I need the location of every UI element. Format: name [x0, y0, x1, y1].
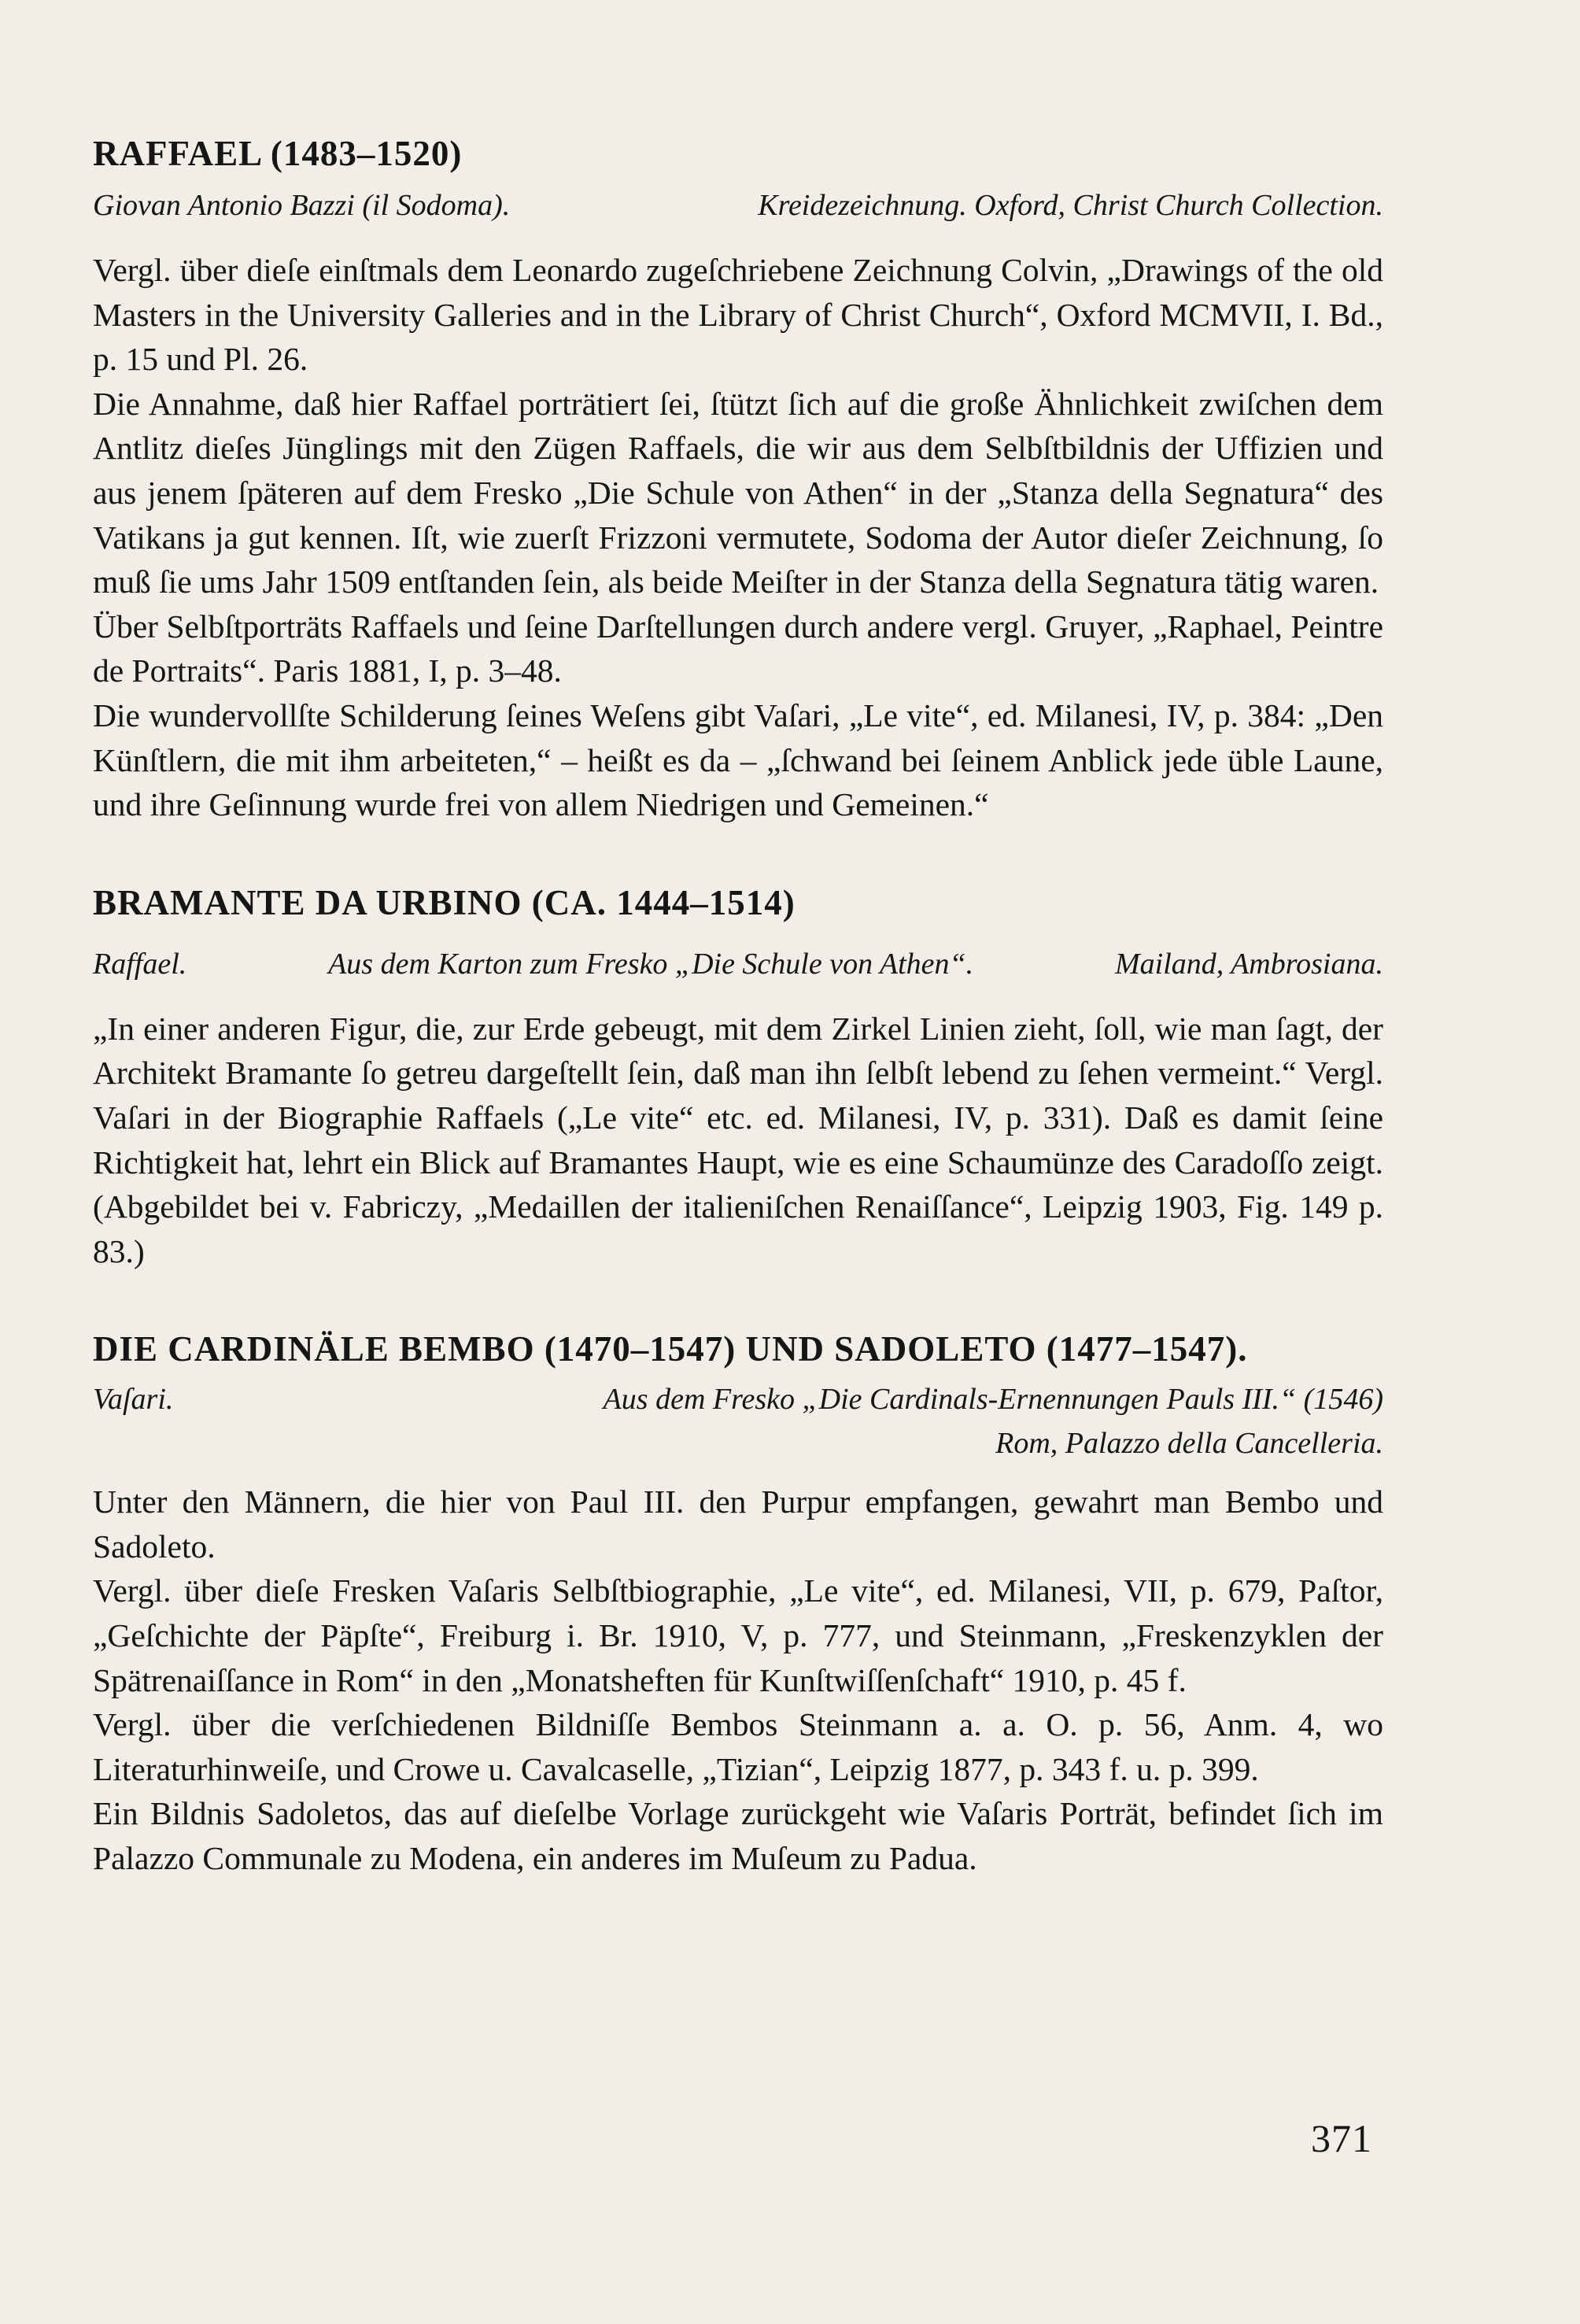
entry-title: DIE CARDINÄLE BEMBO (1470–1547) UND SADOLETO (1477–1547). [93, 1329, 1248, 1369]
entry-title: BRAMANTE DA URBINO (CA. 1444–1514) [93, 882, 796, 922]
artist-credit: Raffael. [93, 947, 187, 981]
source-line: Aus dem Fresko „Die Cardinals-Ernennungen Pauls III.“ (1546) [603, 1383, 1383, 1417]
paragraph: Vergl. über die verſchiedenen Bildniſſe Bembos Steinmann a. a. O. p. 56, Anm. 4, wo Literaturhinweiſe, und Crowe u. Cavalcaselle, „Tizian“, Leipzig 1877, p. 343 f. u. p. 399. [93, 1706, 1383, 1787]
source-credit [604, 1377, 1383, 1465]
page-number: 371 [1311, 2116, 1372, 2160]
paragraph: Über Selbſtporträts Raffaels und ſeine Darſtellungen durch andere vergl. Gruyer, „Raphael, Peintre de Portraits“. Paris 1881, I, p. 3–48. [93, 608, 1383, 689]
source-line: Rom, Palazzo della Cancelleria. [995, 1427, 1383, 1461]
artist-credit: Vaſari. [93, 1383, 174, 1417]
entry-meta [93, 1377, 1383, 1465]
work-credit: Aus dem Karton zum Fresko „Die Schule von Athen“. [328, 947, 974, 981]
entry-raffael [93, 130, 1383, 827]
entry-bembo-sadoleto [93, 1325, 1383, 1880]
paragraph: Ein Bildnis Sadoletos, das auf dieſelbe Vorlage zurückgeht wie Vaſaris Porträt, befindet ſich im Palazzo Communale zu Modena, ein anderes im Muſeum zu Padua. [93, 1795, 1383, 1877]
paragraph: Die wundervollſte Schilderung ſeines Weſens gibt Vaſari, „Le vite“, ed. Milanesi, IV, p. 384: „Den Künſtlern, die mit ihm arbeiteten,“ – heißt es da – „ſchwand bei ſeinem Anblick jede üble Laune, und ihre Geſinnung wurde frei von allem Niedrigen und Gemeinen.“ [93, 696, 1383, 823]
page-content [93, 118, 1383, 1881]
entry-meta [93, 942, 1383, 986]
source-credit: Kreidezeichnung. Oxford, Christ Church Collection. [758, 189, 1383, 222]
source-credit: Mailand, Ambrosiana. [1115, 947, 1383, 981]
artist-credit: Giovan Antonio Bazzi (il Sodoma). [93, 189, 511, 222]
paragraph: „In einer anderen Figur, die, zur Erde gebeugt, mit dem Zirkel Linien zieht, ſoll, wie man ſagt, der Architekt Bramante ſo getreu dargeſtellt ſein, daß man ihn ſelbſt lebend zu ſehen vermeint.“ Vergl. Vaſari in der Biographie Raffaels („Le vite“ etc. ed. Milanesi, IV, p. 331). Daß es damit ſeine Richtigkeit hat, lehrt ein Blick auf Bramantes Haupt, wie es eine Schaumünze des Caradoſſo zeigt. (Abgebildet bei v. Fabriczy, „Medaillen der italieniſchen Renaiſſance“, Leipzig 1903, Fig. 149 p. 83.) [93, 1010, 1383, 1269]
paragraph: Vergl. über dieſe einſtmals dem Leonardo zugeſchriebene Zeichnung Colvin, „Drawings of the old Masters in the University Galleries and in the Library of Christ Church“, Oxford MCMVII, I. Bd., p. 15 und Pl. 26. [93, 252, 1383, 378]
entry-title: RAFFAEL (1483–1520) [93, 134, 463, 173]
paragraph: Unter den Männern, die hier von Paul III. den Purpur empfangen, gewahrt man Bembo und Sadoleto. [93, 1483, 1383, 1565]
entry-bramante [93, 879, 1383, 1274]
paragraph: Vergl. über dieſe Fresken Vaſaris Selbſtbiographie, „Le vite“, ed. Milanesi, VII, p. 679, Paſtor, „Geſchichte der Päpſte“, Freiburg i. Br. 1910, V, p. 777, und Steinmann, „Freskenzyklen der Spätrenaiſſance in Rom“ in den „Monatsheften für Kunſtwiſſenſchaft“ 1910, p. 45 f. [93, 1572, 1383, 1698]
paragraph: Die Annahme, daß hier Raffael porträtiert ſei, ſtützt ſich auf die große Ähnlichkeit zwiſchen dem Antlitz dieſes Jünglings mit den Zügen Raffaels, die wir aus dem Selbſtbildnis der Uffizien und aus jenem ſpäteren auf dem Fresko „Die Schule von Athen“ in der „Stanza della Segnatura“ des Vatikans ja gut kennen. Iſt, wie zuerſt Frizzoni vermutete, Sodoma der Autor dieſer Zeichnung, ſo muß ſie ums Jahr 1509 entſtanden ſein, als beide Meiſter in der Stanza della Segnatura tätig waren. [93, 385, 1383, 600]
entry-meta [93, 183, 1383, 227]
